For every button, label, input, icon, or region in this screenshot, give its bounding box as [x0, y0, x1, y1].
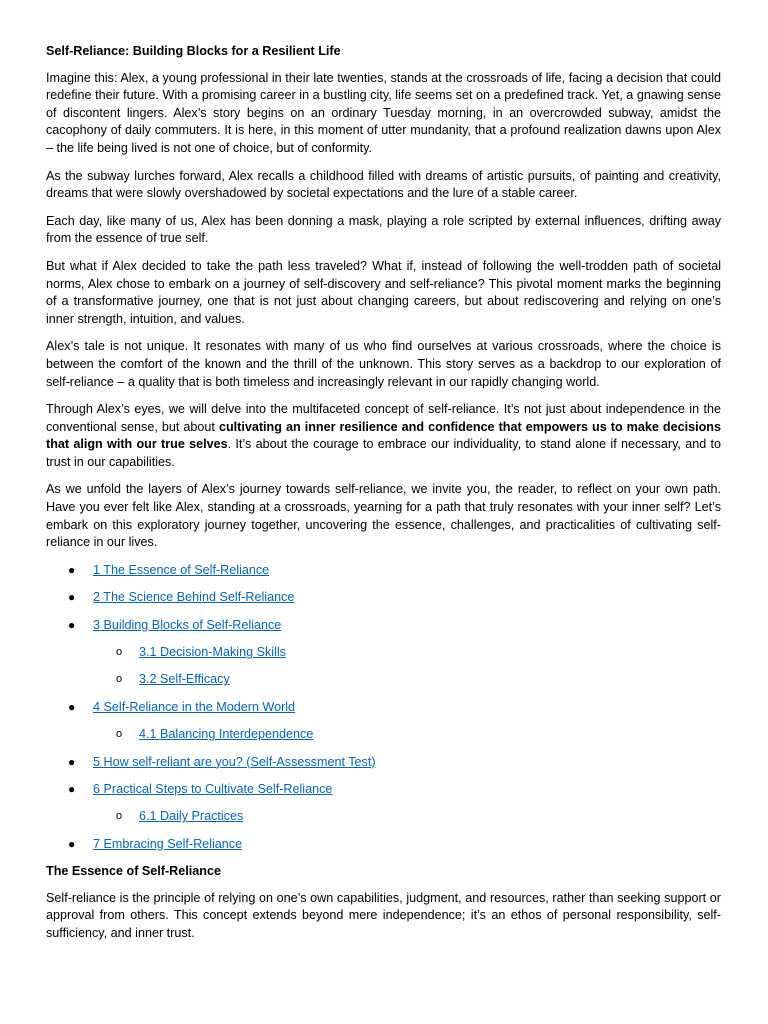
toc-item: [46, 644, 721, 662]
bullet-icon: ●: [68, 562, 76, 577]
toc-link-essence[interactable]: 1 The Essence of Self-Reliance: [93, 562, 270, 577]
toc-item: [46, 836, 721, 854]
bullet-icon: ●: [68, 781, 76, 796]
intro-paragraph-1: Imagine this: Alex, a young professional in their late twenties, stands at the crossroads of life, facing a decision that could redefine their future. With a promising career in a bustling city, life seems set on a predefined track. Yet, a gnawing sense of discontent lingers. Alex’s story begins on an ordinary Tuesday morning, in an overcrowded subway, amidst the cacophony of daily commuters. It is here, in this moment of utter mundanity, that a profound realization dawns upon Alex – the life being lived is not one of choice, but of conformity.: [46, 70, 721, 155]
toc-link-self-assessment[interactable]: 5 How self-reliant are you? (Self-Assessment Test): [93, 754, 376, 769]
hollow-bullet-icon: o: [116, 728, 123, 741]
toc-link-building-blocks[interactable]: 3 Building Blocks of Self-Reliance: [93, 617, 282, 632]
intro-paragraph-6: [46, 401, 721, 471]
toc-item: [46, 808, 721, 826]
toc-link-embracing[interactable]: 7 Embracing Self-Reliance: [93, 836, 243, 851]
toc-item: [46, 726, 721, 744]
intro-paragraph-5: Alex’s tale is not unique. It resonates with many of us who find ourselves at various crossroads, where the choice is between the comfort of the known and the thrill of the unknown. This story serves as a backdrop to our exploration of self-reliance – a quality that is both timeless and increasingly relevant in our rapidly changing world.: [46, 339, 721, 389]
toc-item: [46, 699, 721, 717]
intro-paragraph-7: As we unfold the layers of Alex’s journey towards self-reliance, we invite you, the reader, to reflect on your own path. Have you ever felt like Alex, standing at a crossroads, yearning for a path that truly resonates with your inner self? Let’s embark on this exploratory journey together, uncovering the essence, challenges, and practicalities of cultivating self-reliance in our lives.: [46, 482, 721, 550]
toc-link-modern-world[interactable]: 4 Self-Reliance in the Modern World: [93, 699, 296, 714]
toc-link-practical-steps[interactable]: 6 Practical Steps to Cultivate Self-Reliance: [93, 781, 333, 796]
toc-item: [46, 589, 721, 607]
paragraph-6-bold: cultivating an inner resilience and confidence that empowers us to make decisions that align with our true selves: [46, 419, 721, 452]
toc-item: [46, 562, 721, 580]
toc-link-decision-making[interactable]: 3.1 Decision-Making Skills: [139, 645, 286, 660]
bullet-icon: ●: [68, 836, 76, 851]
intro-paragraph-3: Each day, like many of us, Alex has been donning a mask, playing a role scripted by external influences, drifting away from the essence of true self.: [46, 213, 721, 246]
intro-paragraph-4: But what if Alex decided to take the path less traveled? What if, instead of following the well-trodden path of societal norms, Alex chose to embark on a journey of self-discovery and self-reliance? This pivotal moment marks the beginning of a transformative journey, one that is not just about changing careers, but about rediscovering and relying on one’s inner strength, intuition, and values.: [46, 258, 721, 326]
toc-link-interdependence[interactable]: 4.1 Balancing Interdependence: [139, 727, 314, 742]
toc-link-self-efficacy[interactable]: 3.2 Self-Efficacy: [139, 672, 230, 687]
table-of-contents: [46, 562, 721, 854]
hollow-bullet-icon: o: [116, 673, 123, 686]
section-paragraph-1: Self-reliance is the principle of relying on one’s own capabilities, judgment, and resources, rather than seeking support or approval from others. This concept extends beyond mere independence; it’s an ethos of personal responsibility, self-sufficiency, and inner trust.: [46, 890, 721, 940]
toc-item: [46, 754, 721, 772]
hollow-bullet-icon: o: [116, 810, 123, 823]
hollow-bullet-icon: o: [116, 646, 123, 659]
paragraph-6-end: . It’s about the courage to embrace our individuality, to stand alone if necessary, and to trust in our capabilities.: [46, 437, 722, 469]
paragraph-6-start: Through Alex’s eyes, we will delve into the multifaceted concept of self-reliance. It’s not just about independence in the conventional sense, but about: [46, 402, 721, 434]
bullet-icon: ●: [68, 699, 76, 714]
toc-link-science[interactable]: 2 The Science Behind Self-Reliance: [93, 590, 295, 605]
section-heading: The Essence of Self-Reliance: [46, 864, 221, 879]
toc-link-daily-practices[interactable]: 6.1 Daily Practices: [139, 809, 244, 824]
toc-item: [46, 781, 721, 799]
document-title: Self-Reliance: Building Blocks for a Resilient Life: [46, 44, 341, 58]
bullet-icon: ●: [68, 754, 76, 769]
toc-item: [46, 671, 721, 689]
bullet-icon: ●: [68, 590, 76, 605]
bullet-icon: ●: [68, 617, 76, 632]
toc-item: [46, 617, 721, 635]
intro-paragraph-2: As the subway lurches forward, Alex recalls a childhood filled with dreams of artistic pursuits, of painting and creativity, dreams that were slowly overshadowed by societal expectations and the lure of a stable career.: [46, 168, 721, 201]
